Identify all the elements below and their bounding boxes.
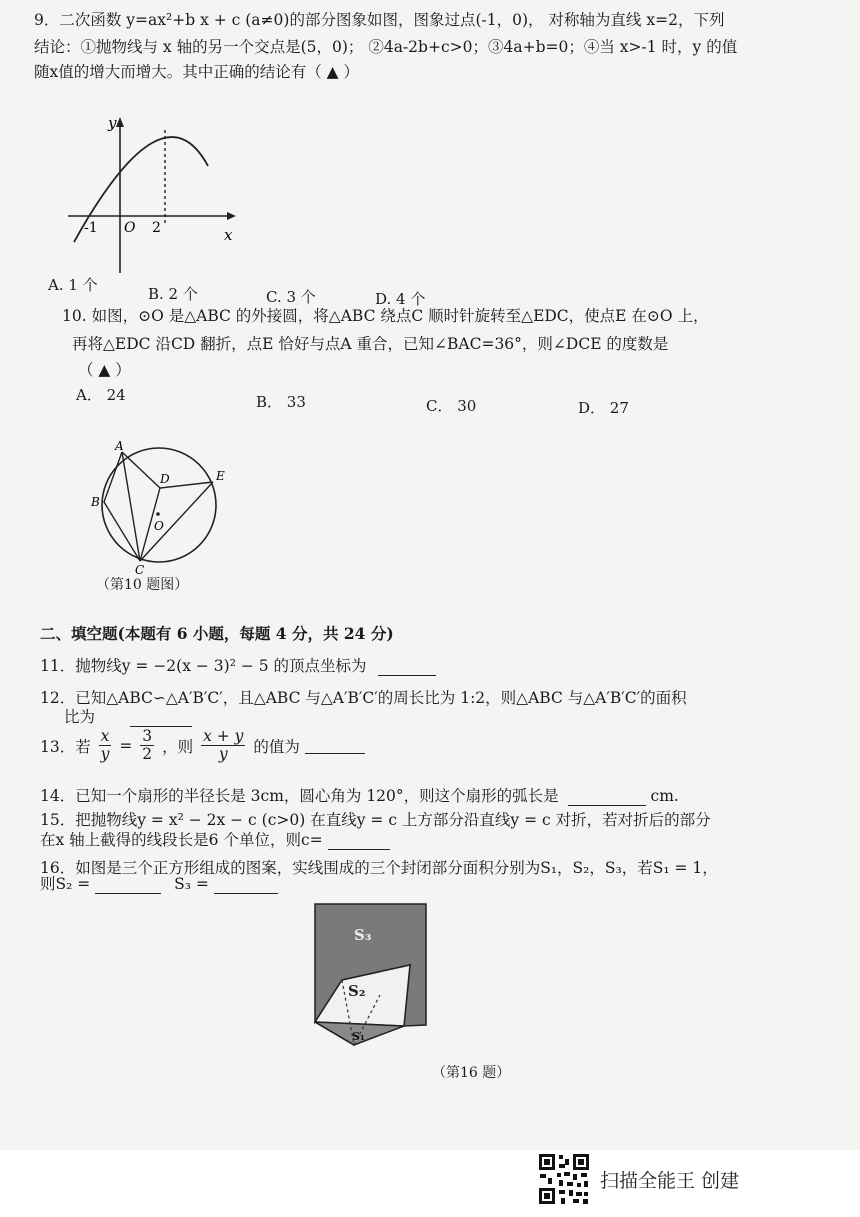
origin-label: O bbox=[124, 220, 136, 236]
q13-equals: = bbox=[119, 736, 133, 755]
q16-line2 bbox=[40, 874, 278, 894]
q16-s2-label: 则S₂ = bbox=[40, 875, 91, 893]
label-d: D bbox=[160, 472, 170, 486]
q10-option-a: A． 24 bbox=[76, 386, 126, 404]
q16-s3-answer-blank bbox=[214, 877, 278, 894]
x-axis-arrow-icon bbox=[227, 212, 236, 220]
q16-s2-answer-blank bbox=[95, 877, 161, 894]
q10-option-d: D． 27 bbox=[578, 399, 629, 417]
center-point bbox=[156, 512, 160, 516]
x-axis-label: x bbox=[224, 226, 233, 244]
q14-unit: cm. bbox=[650, 787, 679, 805]
q12-label: 比为 bbox=[64, 708, 96, 726]
q10-line1: 10. 如图，⊙O 是△ABC 的外接圆，将△ABC 绕点C 顺时针旋转至△EDC，使点E 在⊙O 上， bbox=[62, 307, 709, 325]
triangle-edc bbox=[140, 482, 213, 561]
q16-line1: 16．如图是三个正方形组成的图案，实线围成的三个封闭部分面积分别为S₁，S₂，S₃，若S₁ = 1， bbox=[40, 859, 718, 877]
q11-text bbox=[40, 656, 436, 676]
triangle-abc bbox=[104, 452, 140, 561]
label-s3: S₃ bbox=[354, 926, 372, 944]
point-neg1-label: -1 bbox=[84, 220, 98, 236]
q14-label: 14．已知一个扇形的半径长是 3cm，圆心角为 120°，则这个扇形的弧长是 bbox=[40, 787, 559, 805]
scanner-watermark-text: 扫描全能王 创建 bbox=[600, 1170, 740, 1192]
q15-answer-blank bbox=[328, 833, 390, 850]
q9-option-c: C. 3 个 bbox=[266, 288, 316, 306]
q13-frac1-den: y bbox=[100, 745, 110, 763]
label-s1: S₁ bbox=[352, 1030, 365, 1043]
q9-option-b: B. 2 个 bbox=[148, 285, 198, 303]
q12-line2 bbox=[64, 707, 192, 727]
label-c: C bbox=[135, 563, 145, 576]
y-axis-arrow-icon bbox=[116, 117, 124, 127]
q13-frac3-den: y bbox=[218, 745, 228, 763]
q9-line1: 9．二次函数 y=ax²+b x + c (a≠0)的部分图象如图，图象过点(-1，0)， 对称轴为直线 x=2，下列 bbox=[34, 11, 725, 29]
q13-frac1-num: x bbox=[100, 727, 110, 745]
q10-option-b: B． 33 bbox=[256, 393, 306, 411]
label-a: A bbox=[115, 440, 124, 453]
point-2-label: 2 bbox=[152, 220, 161, 236]
label-e: E bbox=[216, 469, 225, 483]
q16-squares-figure bbox=[308, 900, 438, 1050]
q12-answer-blank bbox=[130, 710, 192, 727]
q13-fraction-sum bbox=[201, 728, 245, 763]
label-o: O bbox=[154, 519, 164, 533]
q9-line3: 随x值的增大而增大。其中正确的结论有（ ▲ ） bbox=[34, 63, 360, 81]
q10-line2: 再将△EDC 沿CD 翻折，点E 恰好与点A 重合，已知∠BAC=36°，则∠DCE 的度数是 bbox=[72, 335, 669, 353]
q13-answer-blank bbox=[305, 737, 365, 754]
q9-line2: 结论：①抛物线与 x 轴的另一个交点是(5，0)； ②4a-2b+c>0；③4a+b=0；④当 x>-1 时，y 的值 bbox=[34, 38, 738, 56]
q16-s3-label: S₃ = bbox=[174, 875, 209, 893]
q9-parabola-graph bbox=[60, 108, 250, 278]
label-b: B bbox=[91, 495, 100, 509]
q14-answer-blank bbox=[568, 789, 646, 806]
q10-option-c: C． 30 bbox=[426, 397, 477, 415]
q12-line1: 12．已知△ABC∽△A′B′C′，且△ABC 与△A′B′C′的周长比为 1:2，则△ABC 与△A′B′C′的面积 bbox=[40, 689, 687, 707]
q11-label: 11．抛物线y = −2(x − 3)² − 5 的顶点坐标为 bbox=[40, 657, 367, 675]
q13-fraction-xy bbox=[99, 728, 112, 763]
qr-code-icon bbox=[537, 1152, 591, 1206]
section2-title: 二、填空题(本题有 6 小题，每题 4 分，共 24 分) bbox=[40, 624, 394, 643]
q15-label: 在x 轴上截得的线段长是6 个单位，则c= bbox=[40, 831, 323, 849]
q13-frac3-num: x + y bbox=[203, 727, 244, 745]
q13-suffix: 的值为 bbox=[253, 737, 300, 756]
q10-line3: （ ▲ ） bbox=[78, 361, 131, 379]
q9-option-d: D. 4 个 bbox=[375, 290, 426, 308]
q13-prefix: 13．若 bbox=[40, 737, 91, 756]
q15-line1: 15．把抛物线y = x² − 2x − c (c>0) 在直线y = c 上方部分沿直线y = c 对折，若对折后的部分 bbox=[40, 811, 711, 829]
q13-frac2-num: 3 bbox=[142, 727, 153, 745]
q16-figure-caption: （第16 题） bbox=[432, 1065, 511, 1081]
label-s2: S₂ bbox=[348, 982, 366, 1000]
q13-text bbox=[40, 728, 365, 763]
q15-line2 bbox=[40, 830, 390, 850]
circumcircle bbox=[102, 448, 216, 562]
q10-circle-figure bbox=[82, 440, 232, 576]
q10-figure-caption: （第10 题图） bbox=[96, 577, 189, 593]
y-axis-label: y bbox=[108, 114, 117, 132]
q9-option-a: A. 1 个 bbox=[48, 276, 98, 294]
q13-middle: ，则 bbox=[162, 737, 194, 756]
q13-fraction-32 bbox=[140, 728, 154, 763]
q14-text bbox=[40, 786, 679, 806]
q11-answer-blank bbox=[378, 659, 436, 676]
q13-frac2-den: 2 bbox=[142, 745, 153, 763]
